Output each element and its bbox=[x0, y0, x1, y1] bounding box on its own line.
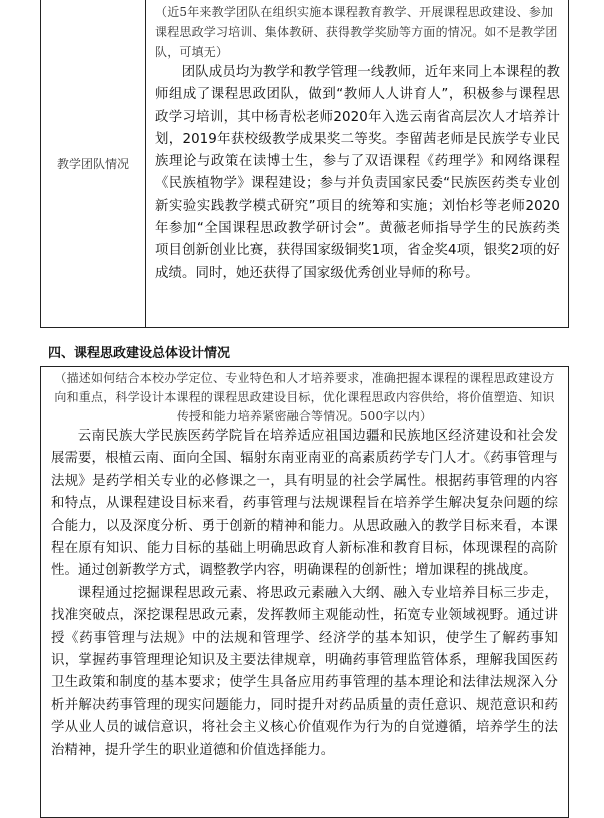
team-table bbox=[40, 0, 569, 328]
team-instruction-note: （近5年来教学团队在组织实施本课程教育教学、开展课程思政建设、参加课程思政学习培训、集体教研、获得教学奖励等方面的情况。如不是教学团队，可填无） bbox=[155, 5, 558, 59]
design-instruction-note: （描述如何结合本校办学定位、专业特色和人才培养要求，准确把握本课程的课程思政建设方向和重点，科学设计本课程的课程思政建设目标，优化课程思政内容供给，将价值塑造、知识传授和能力培养紧密融合等情况。500字以内） bbox=[54, 371, 555, 423]
design-paragraph-2: 课程通过挖掘课程思政元素、将思政元素融入大纲、融入专业培养目标三步走，找准突破点，深挖课程思政元素，发挥教师主观能动性，拓宽专业领域视野。通过讲授《药事管理与法规》中的法规和管理学、经济学的基本知识，使学生了解药事知识，掌握药事管理理论知识及主要法律规章，明确药事管理监管体系，理解我国医药卫生政策和制度的基本要求；使学生具备应用药事管理的基本理论和法律法规深入分析并解决药事管理的现实问题能力，同时提升对药品质量的责任意识、规范意识和药学从业人员的诚信意识，将社会主义核心价值观作为行为的自觉遵循，培养学生的法治精神，提升学生的职业道德和价值选择能力。 bbox=[51, 585, 558, 758]
team-content-cell bbox=[147, 0, 568, 327]
design-table bbox=[40, 366, 569, 818]
team-label-cell bbox=[41, 0, 146, 327]
design-paragraph-1: 云南民族大学民族医药学院旨在培养适应祖国边疆和民族地区经济建设和社会发展需要，根植云南、面向全国、辐射东南亚南亚的高素质药学专门人才。《药事管理与法规》是药学相关专业的必修课之一，具有明显的社会学属性。根据药事管理的内容和特点，从课程建设目标来看，药事管理与法规课程旨在培养学生解决复杂问题的综合能力，以及深度分析、勇于创新的精神和能力。从思政融入的教学目标来看，本课程在原有知识、能力目标的基础上明确思政育人新标准和教育目标，体现课程的高阶性。通过创新教学方式，调整教学内容，明确课程的创新性；增加课程的挑战度。 bbox=[51, 429, 558, 579]
team-label: 教学团队情况 bbox=[56, 157, 129, 171]
team-description: 团队成员均为教学和教学管理一线教师，近年来同上本课程的教师组成了课程思政团队，做到“教师人人讲育人”，积极参与课程思政学习培训，其中杨青松老师2020年入选云南省高层次人才培养计划，2019年获校级教学成果奖二等奖。李留茜老师是民族学专业民族理论与政策在读博士生，参与了双语课程《药理学》和网络课程《民族植物学》课程建设；参与并负责国家民委“民族医药类专业创新实验实践教学模式研究”项目的统筹和实施；刘怡杉等老师2020年参加“全国课程思政教学研讨会”。黄薇老师指导学生的民族药类项目创新创业比赛，获得国家级铜奖1项，省金奖4项，银奖2项的好成绩。同时，她还获得了国家级优秀创业导师的称号。 bbox=[155, 65, 560, 281]
section-heading: 四、课程思政建设总体设计情况 bbox=[48, 346, 231, 361]
